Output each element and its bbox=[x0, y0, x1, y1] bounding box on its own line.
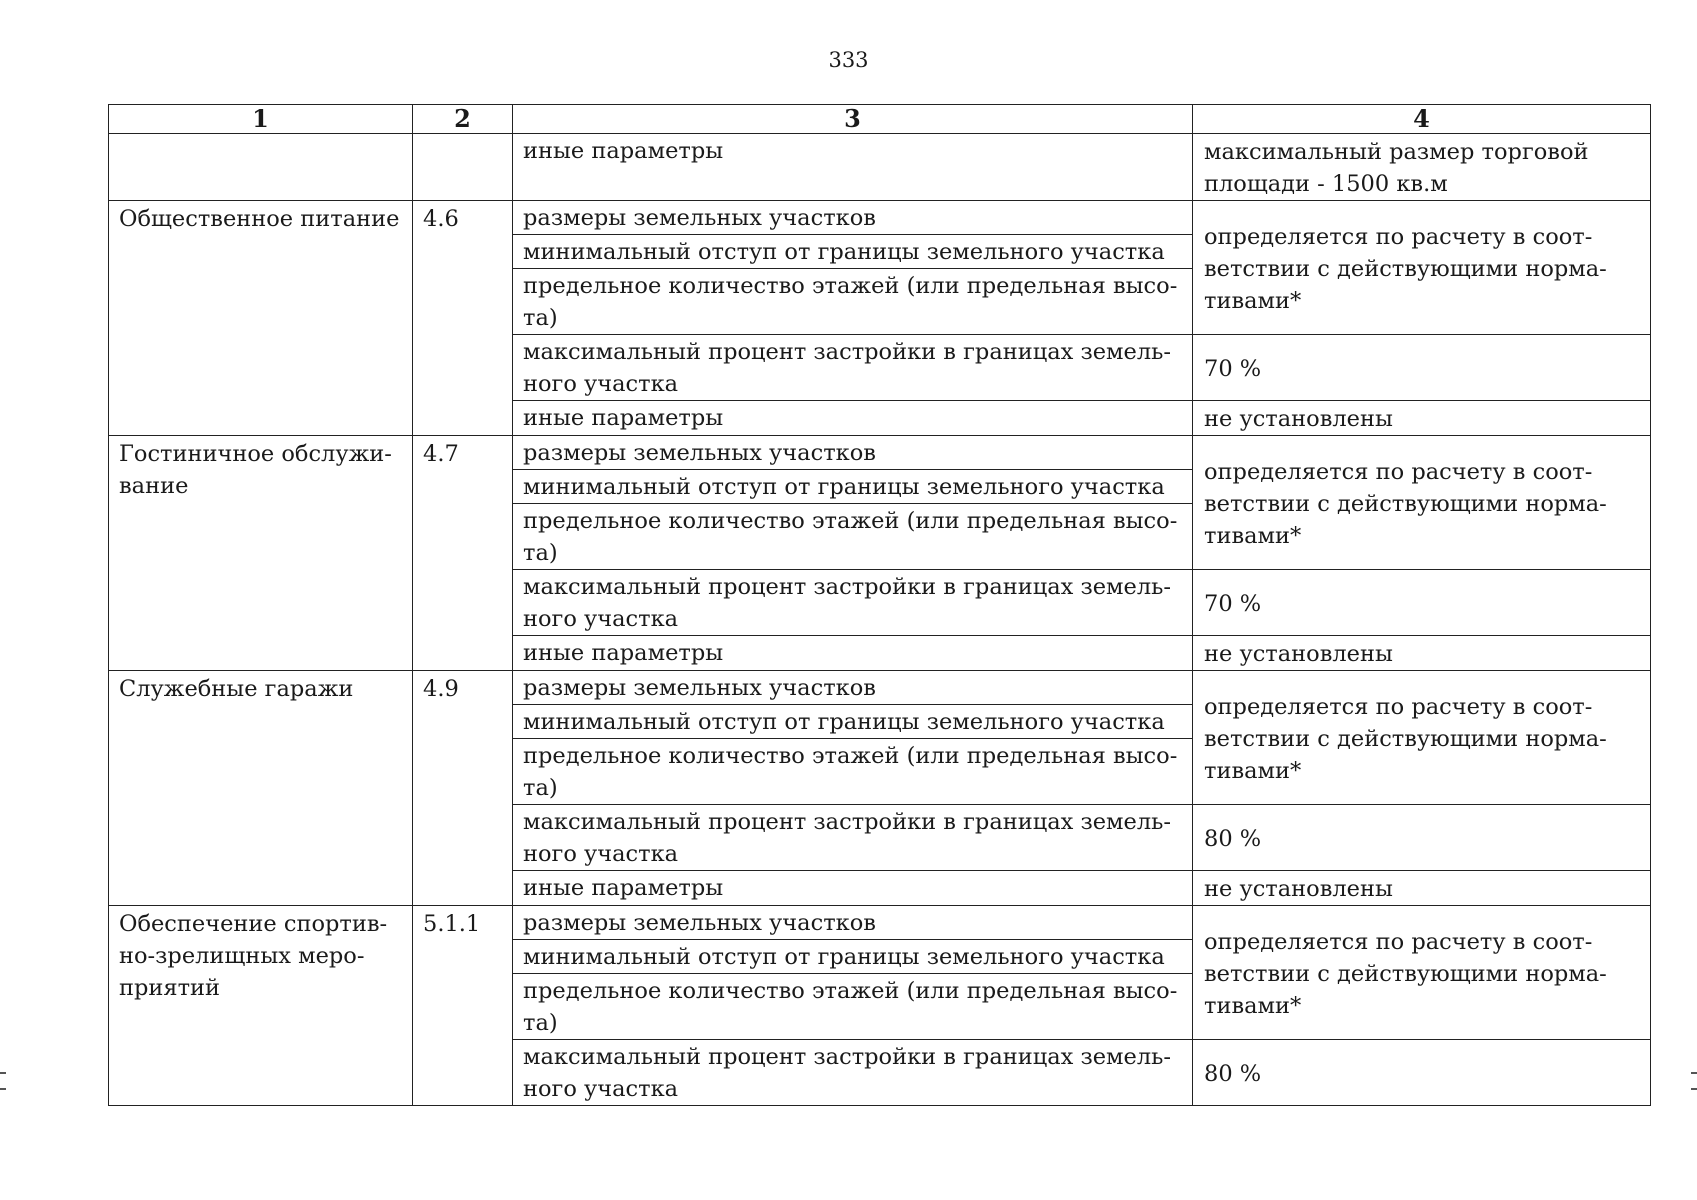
param-cell: размеры земельных участков bbox=[513, 906, 1193, 940]
other-value-cell: не установлены bbox=[1193, 401, 1651, 436]
table-row bbox=[109, 436, 1651, 470]
percent-value-cell: 80 % bbox=[1193, 1040, 1651, 1106]
param-cell: предельное количество этажей (или предельная высо-та) bbox=[513, 739, 1193, 805]
header-col-4: 4 bbox=[1193, 105, 1651, 134]
other-value-cell: не установлены bbox=[1193, 636, 1651, 671]
param-cell: минимальный отступ от границы земельного участка bbox=[513, 705, 1193, 739]
use-type-code: 4.7 bbox=[413, 436, 513, 671]
page-number: 333 bbox=[828, 48, 869, 72]
use-type-name: Обеспечение спортив-но-зрелищных меро-приятий bbox=[109, 906, 413, 1106]
norm-value-cell: определяется по расчету в соот-ветствии с действующими норма-тивами* bbox=[1193, 671, 1651, 805]
use-type-code: 4.6 bbox=[413, 201, 513, 436]
param-cell: размеры земельных участков bbox=[513, 436, 1193, 470]
regulations-table bbox=[108, 104, 1651, 1106]
param-cell: предельное количество этажей (или предельная высо-та) bbox=[513, 974, 1193, 1040]
table-header-row bbox=[109, 105, 1651, 134]
scan-edge-mark-right bbox=[1691, 1072, 1697, 1090]
use-type-code: 5.1.1 bbox=[413, 906, 513, 1106]
percent-value-cell: 70 % bbox=[1193, 335, 1651, 401]
norm-value-cell: определяется по расчету в соот-ветствии с действующими норма-тивами* bbox=[1193, 906, 1651, 1040]
use-type-name: Общественное питание bbox=[109, 201, 413, 436]
use-type-name: Служебные гаражи bbox=[109, 671, 413, 906]
header-col-2: 2 bbox=[413, 105, 513, 134]
param-cell: иные параметры bbox=[513, 401, 1193, 436]
param-cell: предельное количество этажей (или предельная высо-та) bbox=[513, 504, 1193, 570]
other-value-cell: не установлены bbox=[1193, 871, 1651, 906]
value-cell: максимальный размер торговой площади - 1500 кв.м bbox=[1193, 134, 1651, 201]
scan-edge-mark-left bbox=[0, 1072, 6, 1090]
param-cell: минимальный отступ от границы земельного участка bbox=[513, 470, 1193, 504]
table-row bbox=[109, 134, 1651, 201]
param-cell: иные параметры bbox=[513, 134, 1193, 201]
table-row bbox=[109, 671, 1651, 705]
use-type-code: 4.9 bbox=[413, 671, 513, 906]
empty-cell bbox=[413, 134, 513, 201]
percent-value-cell: 80 % bbox=[1193, 805, 1651, 871]
empty-cell bbox=[109, 134, 413, 201]
table-row bbox=[109, 906, 1651, 940]
param-cell: размеры земельных участков bbox=[513, 201, 1193, 235]
param-cell: иные параметры bbox=[513, 636, 1193, 671]
param-cell: размеры земельных участков bbox=[513, 671, 1193, 705]
header-col-1: 1 bbox=[109, 105, 413, 134]
param-cell: максимальный процент застройки в границах земель-ного участка bbox=[513, 570, 1193, 636]
param-cell: иные параметры bbox=[513, 871, 1193, 906]
table-row bbox=[109, 201, 1651, 235]
norm-value-cell: определяется по расчету в соот-ветствии с действующими норма-тивами* bbox=[1193, 436, 1651, 570]
norm-value-cell: определяется по расчету в соот-ветствии с действующими норма-тивами* bbox=[1193, 201, 1651, 335]
header-col-3: 3 bbox=[513, 105, 1193, 134]
param-cell: предельное количество этажей (или предельная высо-та) bbox=[513, 269, 1193, 335]
use-type-name: Гостиничное обслужи-вание bbox=[109, 436, 413, 671]
param-cell: максимальный процент застройки в границах земель-ного участка bbox=[513, 335, 1193, 401]
param-cell: минимальный отступ от границы земельного участка bbox=[513, 940, 1193, 974]
param-cell: минимальный отступ от границы земельного участка bbox=[513, 235, 1193, 269]
percent-value-cell: 70 % bbox=[1193, 570, 1651, 636]
param-cell: максимальный процент застройки в границах земель-ного участка bbox=[513, 805, 1193, 871]
param-cell: максимальный процент застройки в границах земель-ного участка bbox=[513, 1040, 1193, 1106]
